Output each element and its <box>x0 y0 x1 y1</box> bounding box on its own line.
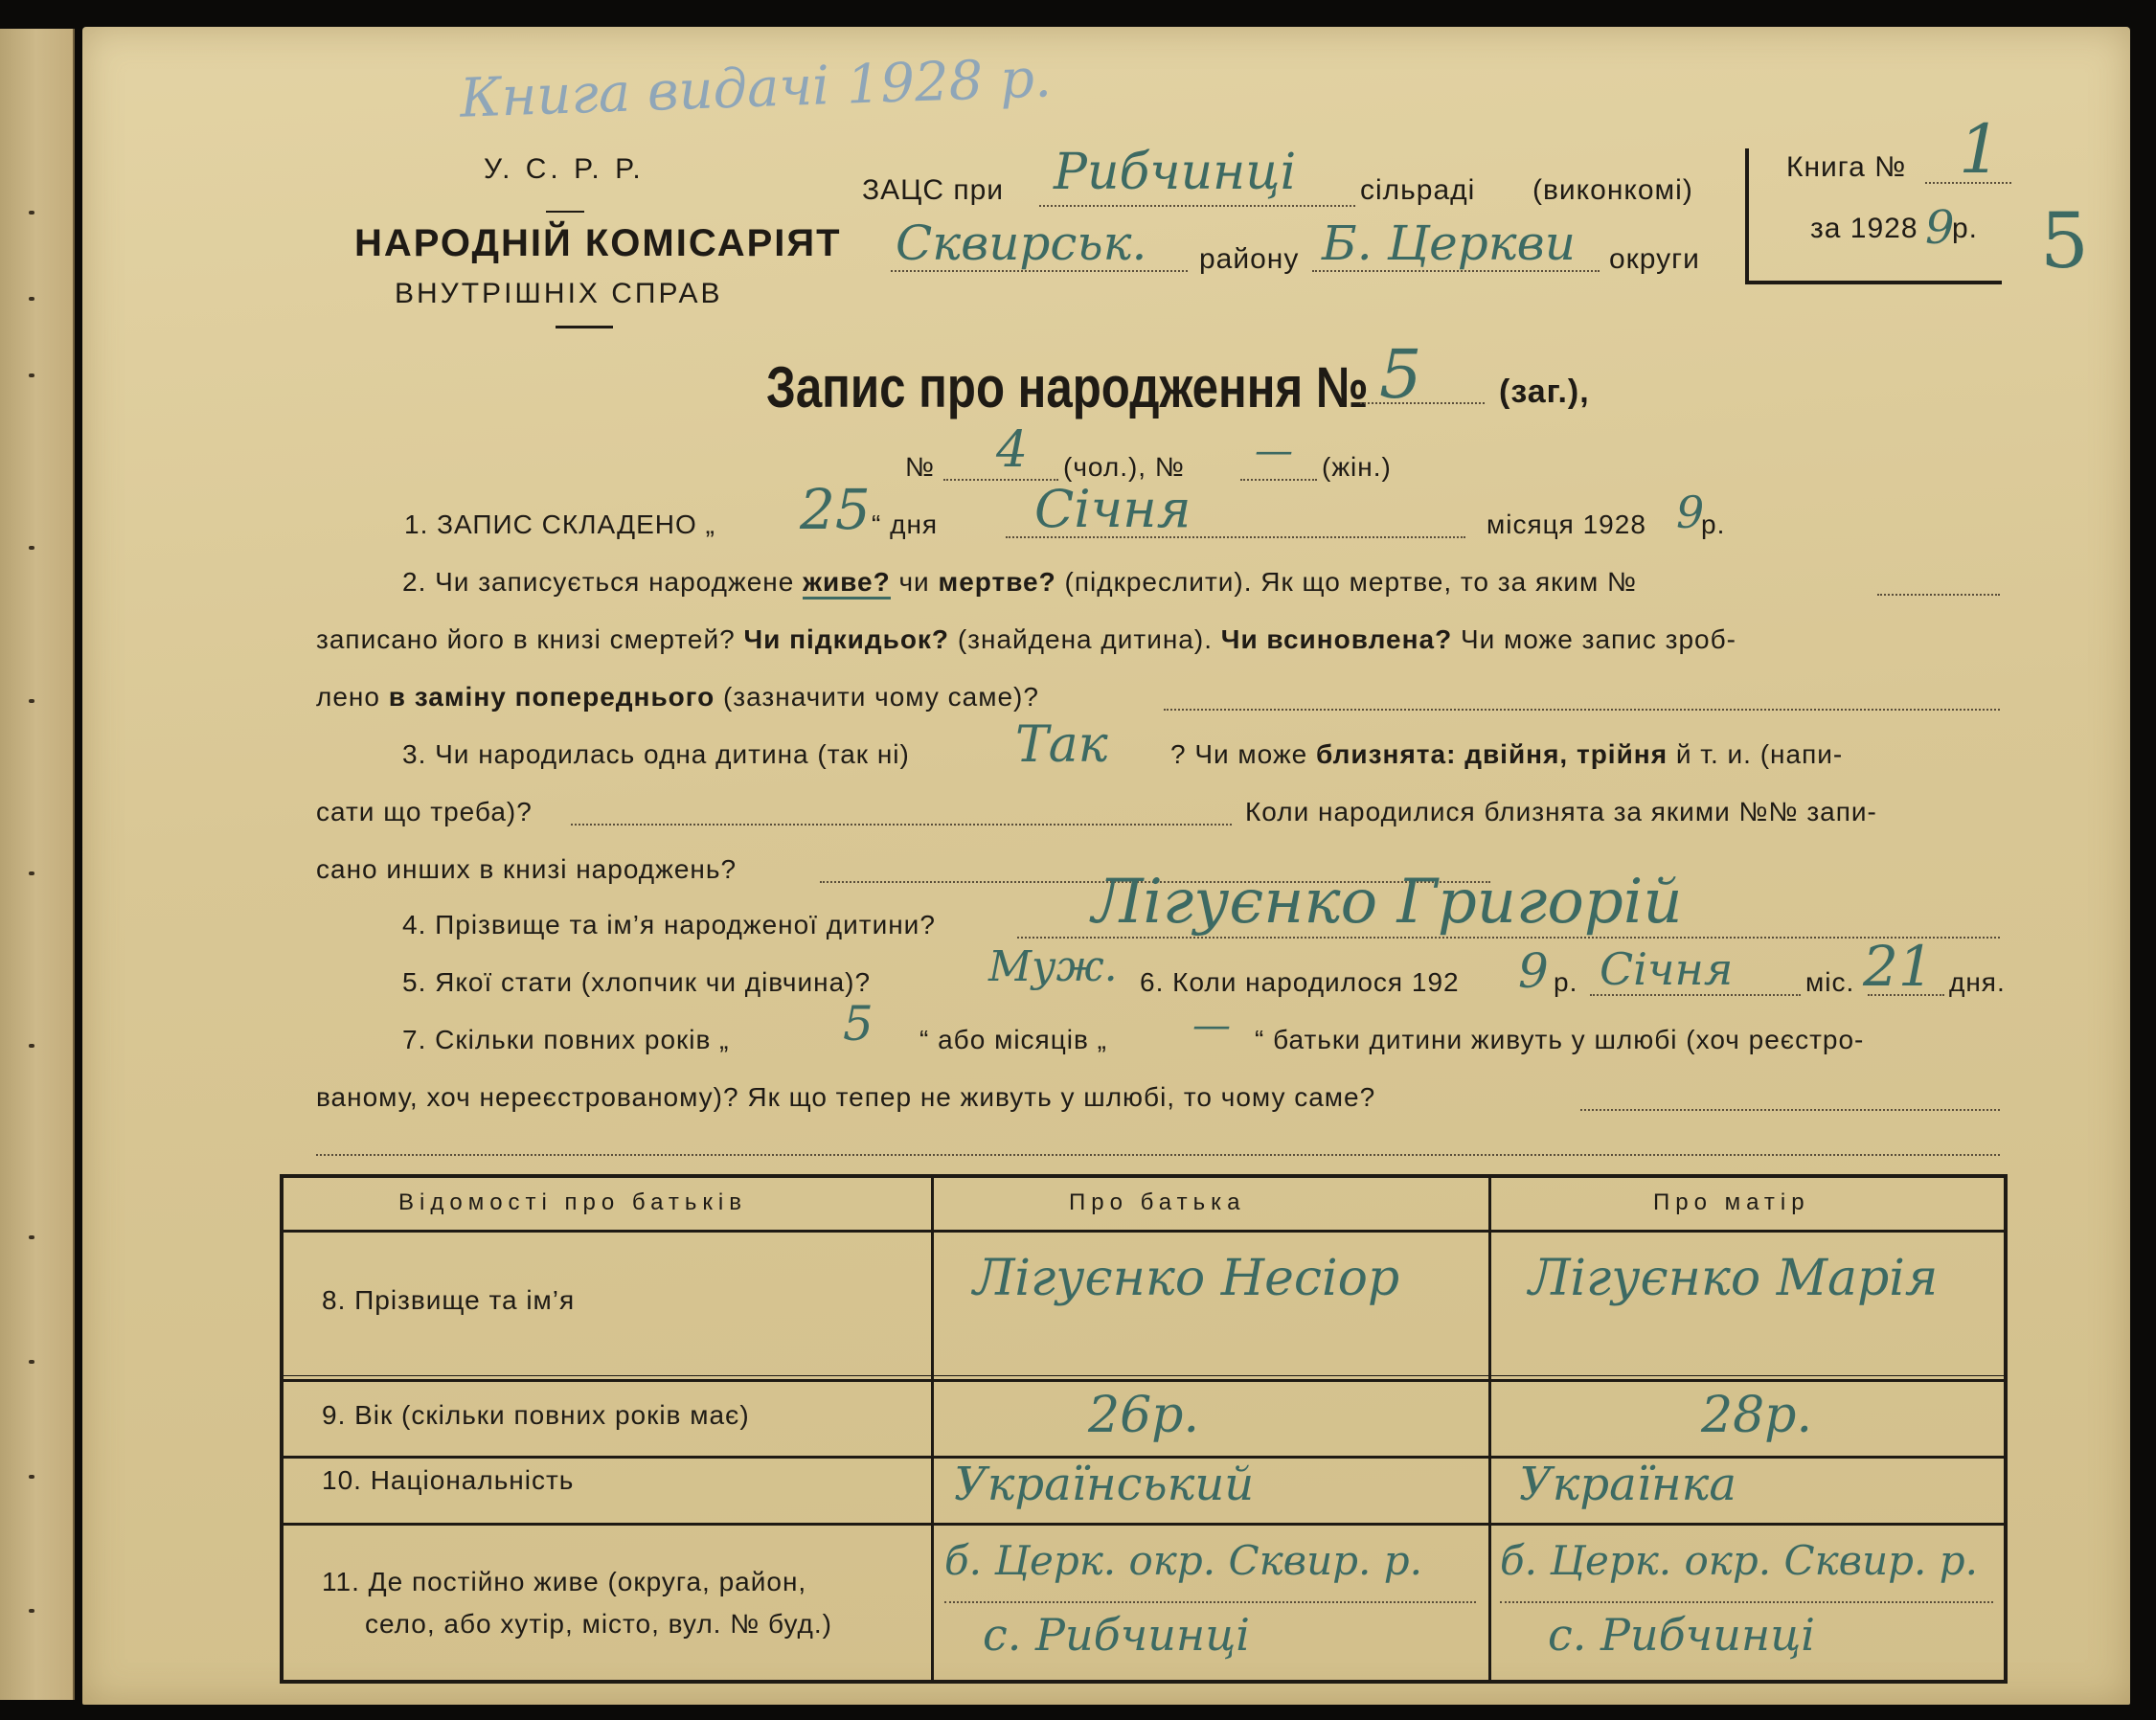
child-sex: Муж. <box>988 942 1118 991</box>
months-married: — <box>1192 1004 1231 1048</box>
village-name: Рибчинці <box>1054 144 1297 201</box>
general-suffix: (заг.), <box>1499 373 1590 410</box>
row-10-label: 10. Національність <box>322 1465 575 1495</box>
book-year-label: за 1928 <box>1810 213 1918 244</box>
father-name: Лігуєнко Несіор <box>973 1250 1400 1307</box>
field-5-label: 5. Якої стати (хлопчик чи дівчина)? <box>402 967 872 997</box>
field-4-label: 4. Прізвище та ім’я народженої дитини? <box>402 910 936 939</box>
row-11-label-line2: село, або хутір, місто, вул. № буд.) <box>365 1609 832 1639</box>
female-label: (жін.) <box>1322 452 1392 482</box>
male-label: (чол.), № <box>1063 452 1185 482</box>
margin-number: 5 <box>2040 196 2089 285</box>
book-year-digit: 9 <box>1925 201 1955 255</box>
okruha-label: округи <box>1609 243 1700 275</box>
record-number-male: 4 <box>996 421 1029 479</box>
field-7-label: 7. Скільки повних років „ <box>402 1025 730 1054</box>
book-number: 1 <box>1959 110 2002 189</box>
book-box-border <box>1745 281 2002 284</box>
father-address-line2: с. Рибчинці <box>983 1609 1251 1661</box>
header-father: Про батька <box>1069 1189 1246 1215</box>
field-1-year-suffix: р. <box>1701 509 1726 539</box>
pencil-note: Книга видачі 1928 р. <box>459 47 1053 130</box>
commissariat-label: НАРОДНІЙ КОМІСАРІЯТ <box>354 222 842 264</box>
executive-committee-label: (виконкомі) <box>1532 174 1693 206</box>
field-1-day-label: “ дня <box>872 509 939 539</box>
record-number-general: 5 <box>1379 335 1422 414</box>
district-label: району <box>1199 243 1300 275</box>
child-name: Лігуєнко Григорій <box>1092 867 1683 938</box>
book-year-suffix: р. <box>1952 213 1979 244</box>
birth-year-digit: 9 <box>1518 943 1549 999</box>
replacement-option: в заміну попереднього <box>388 682 715 712</box>
dead-option: мертве? <box>938 567 1056 597</box>
row-8-label: 8. Прізвище та ім’я <box>322 1285 576 1315</box>
republic-label: У. С. Р. Р. <box>484 153 645 185</box>
record-number-female: — <box>1255 429 1293 473</box>
field-1-month-label: місяця 1928 <box>1487 509 1646 539</box>
book-box-border <box>1745 148 1749 283</box>
book-label: Книга № <box>1786 151 1907 183</box>
subtitle-no: № <box>905 452 936 482</box>
mother-address-line2: с. Рибчинці <box>1548 1609 1816 1661</box>
record-year-digit: 9 <box>1676 487 1705 538</box>
parents-table <box>280 1174 2008 1684</box>
divider <box>546 211 584 213</box>
header-parents-info: Відомості про батьків <box>398 1189 747 1215</box>
village-council-label: сільраді <box>1360 174 1476 206</box>
row-11-label-line1: 11. Де постійно живе (округа, район, <box>322 1567 807 1596</box>
father-nationality: Український <box>954 1458 1255 1511</box>
record-title: Запис про народження № <box>766 355 1369 419</box>
field-2-text: 2. Чи записується народжене <box>402 567 795 597</box>
okruha-name: Б. Церкви <box>1322 215 1576 271</box>
foundling-option: Чи підкидьок? <box>743 624 950 654</box>
left-page-edge <box>0 29 75 1700</box>
birth-month: Січня <box>1600 943 1734 995</box>
field-1-label: 1. ЗАПИС СКЛАДЕНО „ <box>404 509 715 539</box>
header-mother: Про матір <box>1653 1189 1810 1215</box>
mother-age: 28р. <box>1701 1387 1812 1444</box>
record-month: Січня <box>1034 479 1191 539</box>
row-9-label: 9. Вік (скільки повних років має) <box>322 1400 750 1430</box>
years-married: 5 <box>843 996 874 1052</box>
department-label: ВНУТРІШНІХ СПРАВ <box>395 278 723 309</box>
mother-name: Лігуєнко Марія <box>1529 1250 1939 1307</box>
divider <box>556 326 613 328</box>
live-option: живе? <box>803 567 891 600</box>
zags-prefix: ЗАЦС при <box>862 174 1005 206</box>
field-3-text: 3. Чи народилась одна дитина (так ні) <box>402 739 910 769</box>
district-name: Сквирськ. <box>896 215 1147 271</box>
father-address-line1: б. Церк. окр. Сквир. р. <box>944 1537 1422 1584</box>
mother-address-line1: б. Церк. окр. Сквир. р. <box>1500 1537 1978 1584</box>
adopted-option: Чи всиновлена? <box>1220 624 1453 654</box>
record-day: 25 <box>800 477 871 542</box>
birth-day: 21 <box>1863 934 1934 999</box>
father-age: 26р. <box>1088 1387 1199 1444</box>
single-child-answer: Так <box>1015 716 1108 774</box>
field-6-label: 6. Коли народилося 192 <box>1140 967 1460 997</box>
mother-nationality: Українка <box>1519 1458 1736 1511</box>
